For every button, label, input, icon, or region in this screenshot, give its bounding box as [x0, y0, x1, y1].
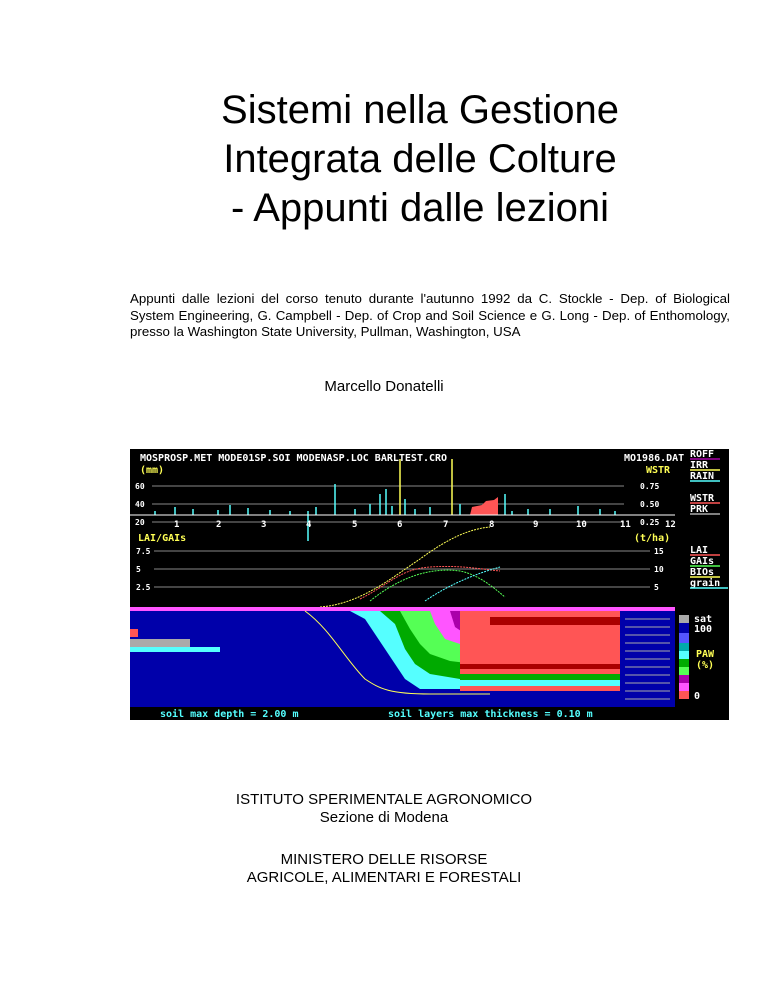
soil-color-band — [130, 607, 675, 611]
month-1: 1 — [174, 520, 180, 530]
water-stress-area — [470, 497, 498, 515]
legend-pct: (%) — [696, 660, 715, 671]
mid-left-tick-2: 5 — [136, 565, 141, 574]
institute-section: Sezione di Modena — [319, 809, 449, 826]
rain-bars — [155, 484, 615, 541]
institute-name: ISTITUTO SPERIMENTALE AGRONOMICO — [235, 791, 533, 808]
header-files: MOSPROSP.MET MODE01SP.SOI MODENASP.LOC BARLTEST.CRO — [140, 453, 448, 464]
mid-right-tick-3: 5 — [654, 583, 659, 592]
mid-gridlines — [154, 551, 650, 587]
legend-sat: sat — [694, 614, 713, 625]
month-9: 9 — [533, 520, 539, 530]
legend-lai: LAI — [690, 545, 709, 556]
ministry-line-1: MINISTERO DELLE RISORSE — [280, 851, 488, 868]
month-10: 10 — [576, 520, 587, 530]
top-left-tick-1: 60 — [135, 482, 145, 491]
abstract-paragraph: Appunti dalle lezioni del corso tenuto durante l'autunno 1992 da C. Stockle - Dep. of Biological System Engineering, G. Campbell - Dep. of Crop and Soil Science e G. Long - Dep. of Enthomology, presso la Washington State University, Pullman, Washington, USA — [130, 291, 730, 340]
mid-legend — [690, 545, 728, 589]
month-7: 7 — [443, 520, 449, 530]
mid-left-unit: LAI/GAIs — [138, 533, 187, 544]
legend-irr: IRR — [690, 460, 709, 471]
month-6: 6 — [397, 520, 403, 530]
legend-paw: PAW — [696, 649, 715, 660]
top-right-tick-1: 0.75 — [640, 482, 660, 491]
mid-left-tick-3: 2.5 — [136, 583, 151, 592]
top-legend — [690, 449, 720, 515]
legend-prk: PRK — [690, 504, 709, 515]
month-2: 2 — [216, 520, 222, 530]
top-right-tick-2: 0.50 — [640, 500, 660, 509]
legend-100: 100 — [694, 624, 713, 635]
title-line-3: - Appunti dalle lezioni — [230, 186, 610, 230]
month-8: 8 — [489, 520, 495, 530]
month-12: 12 — [665, 520, 676, 530]
top-right-tick-3: 0.25 — [640, 518, 660, 527]
soil-legend — [679, 614, 715, 702]
ministry-line-2: AGRICOLE, ALIMENTARI E FORESTALI — [246, 869, 522, 886]
month-3: 3 — [261, 520, 267, 530]
simulation-screenshot — [130, 449, 729, 720]
footer-soil-depth: soil max depth = 2.00 m — [160, 709, 299, 720]
mid-right-tick-1: 15 — [654, 547, 664, 556]
month-11: 11 — [620, 520, 631, 530]
legend-bios: BIOs — [690, 567, 715, 578]
legend-rain: RAIN — [690, 471, 715, 482]
legend-gais: GAIs — [690, 556, 715, 567]
legend-zero: 0 — [694, 691, 701, 702]
author-name: Marcello Donatelli — [324, 378, 444, 395]
header-dat: MO1986.DAT — [624, 453, 685, 464]
gai-curve — [370, 570, 505, 601]
title-line-1: Sistemi nella Gestione — [221, 88, 619, 132]
top-left-tick-3: 20 — [135, 518, 145, 527]
irrigation-bars — [400, 459, 452, 515]
top-left-unit: (mm) — [140, 465, 165, 476]
document-title — [140, 86, 700, 233]
top-right-unit: WSTR — [646, 465, 671, 476]
legend-roff: ROFF — [690, 449, 715, 460]
title-line-2: Integrata delle Colture — [223, 137, 617, 181]
legend-wstr: WSTR — [690, 493, 715, 504]
mid-right-tick-2: 10 — [654, 565, 664, 574]
month-4: 4 — [306, 520, 312, 530]
mid-left-tick-1: 7.5 — [136, 547, 151, 556]
top-left-tick-2: 40 — [135, 500, 145, 509]
legend-grain: grain — [690, 578, 721, 589]
month-5: 5 — [352, 520, 358, 530]
mid-right-unit: (t/ha) — [634, 533, 671, 544]
footer-layer-thickness: soil layers max thickness = 0.10 m — [388, 709, 593, 720]
